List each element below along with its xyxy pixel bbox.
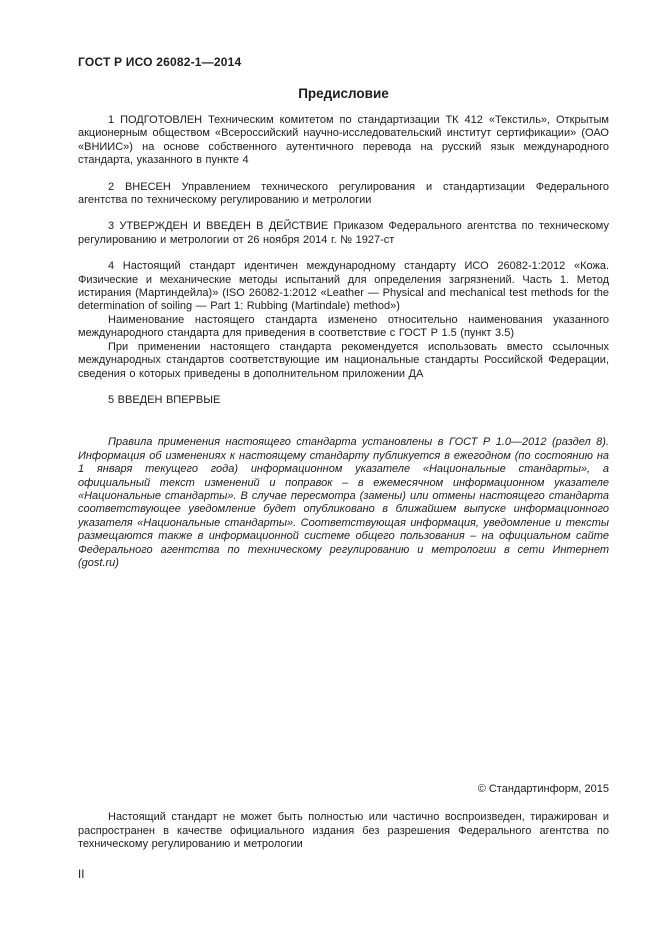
copyright-notice: © Стандартинформ, 2015 — [477, 783, 609, 796]
section-title: Предисловие — [298, 86, 389, 101]
reproduction-restriction-notice: Настоящий стандарт не может быть полностью или частично воспроизведен, тиражирован и распространен в качестве официального издания без разрешения Федерального агентства по техническому регулированию и метрологии — [78, 811, 609, 851]
document-code: ГОСТ Р ИСО 26082-1—2014 — [78, 55, 242, 69]
foreword-item-4-continuation-2: При применении настоящего стандарта рекомендуется использовать вместо ссылочных международных стандартов соответствующие им национальные стандарты Российской Федерации, сведения о которых приведены в дополнительном приложении ДА — [78, 340, 609, 380]
foreword-item-5: 5 ВВЕДЕН ВПЕРВЫЕ — [108, 393, 221, 406]
application-rules-note: Правила применения настоящего стандарта установлены в ГОСТ Р 1.0—2012 (раздел 8). Информация об изменениях к настоящему стандарту публикуется в ежегодном (по состоянию на 1 января текущего года) информационном указателе «Национальные стандарты», а официальный текст изменений и поправок – в ежемесячном информационном указателе «Национальные стандарты». В случае пересмотра (замены) или отмены настоящего стандарта соответствующее уведомление будет опубликовано в ближайшем выпуске информационного указателя «Национальные стандарты». Соответствующая информация, уведомление и тексты размещаются также в информационной системе общего пользования – на официальном сайте Федерального агентства по техническому регулированию и метрологии в сети Интернет (gost.ru) — [78, 436, 609, 569]
foreword-item-4: 4 Настоящий стандарт идентичен международному стандарту ИСО 26082-1:2012 «Кожа. Физические и механические методы испытаний для определения загрязнений. Часть 1. Метод истирания (Мартиндейла)» (ISO 26082-1:2012 «Leather — Physical and mechanical test methods for the determination of soiling — Part 1: Rubbing (Martindale) method») — [78, 260, 609, 313]
foreword-item-4-continuation-1: Наименование настоящего стандарта изменено относительно наименования указанного международного стандарта для приведения в соответствие с ГОСТ Р 1.5 (пункт 3.5) — [78, 313, 609, 340]
page-number: II — [78, 868, 85, 881]
foreword-item-3: 3 УТВЕРЖДЕН И ВВЕДЕН В ДЕЙСТВИЕ Приказом Федерального агентства по техническому регулированию и метрологии от 26 ноября 2014 г. № 1927-ст — [78, 220, 609, 246]
foreword-item-2: 2 ВНЕСЕН Управлением технического регулирования и стандартизации Федерального агентства по техническому регулированию и метрологии — [78, 180, 609, 207]
foreword-item-1: 1 ПОДГОТОВЛЕН Техническим комитетом по стандартизации ТК 412 «Текстиль», Открытым акционерным обществом «Всероссийский научно-исследовательский институт сертификации» (ОАО «ВНИИС») на основе собственного аутентичного перевода на русский язык международного стандарта, указанного в пункте 4 — [78, 114, 609, 167]
